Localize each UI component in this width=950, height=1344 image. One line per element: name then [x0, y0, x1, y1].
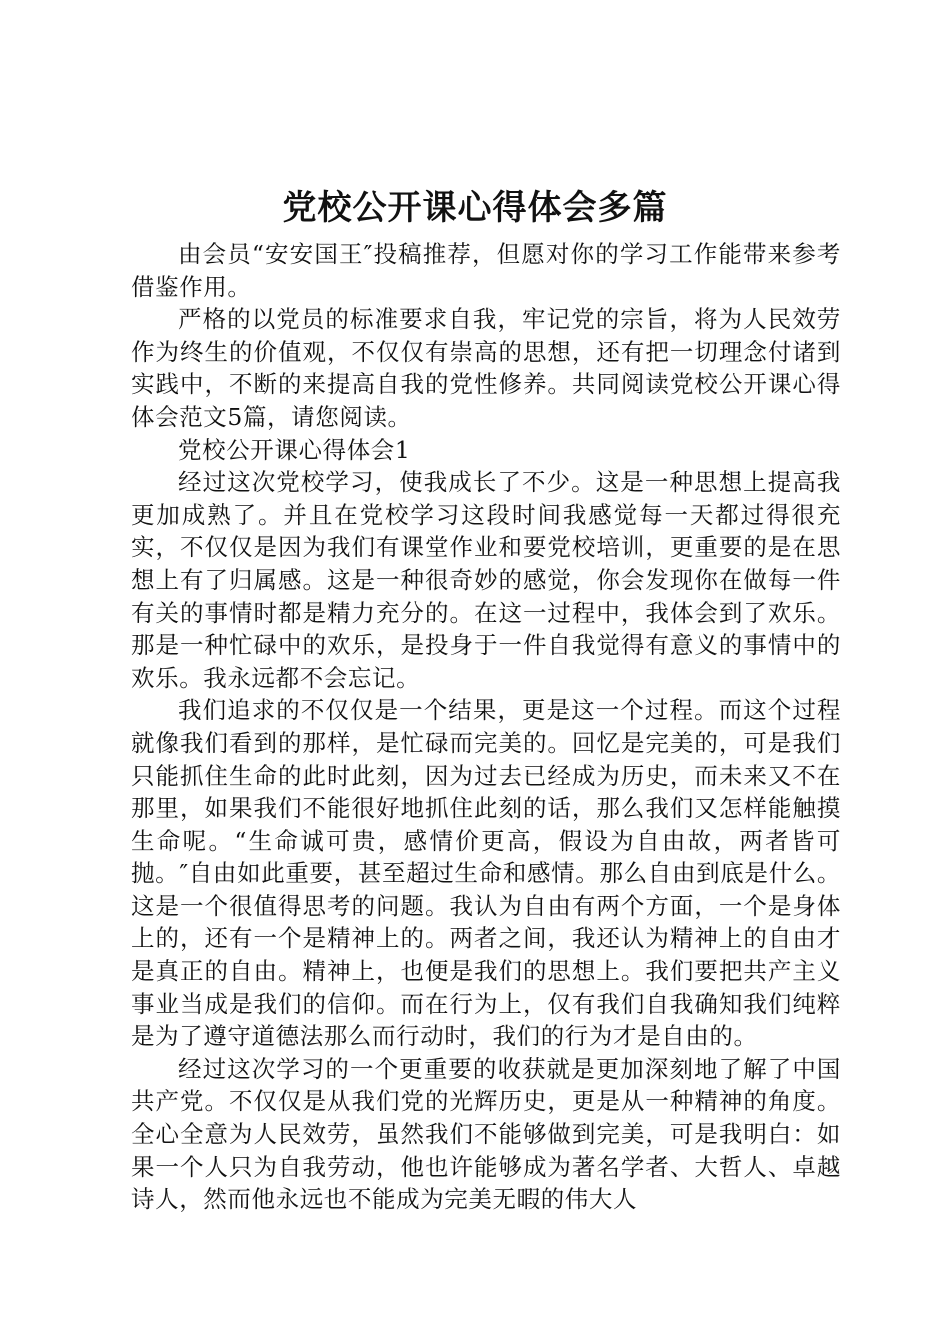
paragraph-intro: 由会员“安安国王″投稿推荐，但愿对你的学习工作能带来参考借鉴作用。 [131, 240, 841, 301]
document-title: 党校公开课心得体会多篇 [282, 188, 668, 228]
paragraph: 我们追求的不仅仅是一个结果，更是这一个过程。而这个过程就像我们看到的那样，是忙碌而完美的。回忆是完美的，可是我们只能抓住生命的此时此刻，因为过去已经成为历史，而未来又不在那里，如果我们不能很好地抓住此刻的话，那么我们又怎样能触摸生命呢。“生命诚可贵，感情价更高，假设为自由故，两者皆可抛。″自由如此重要，甚至超过生命和感情。那么自由到底是什么。这是一个很值得思考的问题。我认为自由有两个方面，一个是身体上的，还有一个是精神上的。两者之间，我还认为精神上的自由才是真正的自由。精神上，也便是我们的思想上。我们要把共产主义事业当成是我们的信仰。而在行为上，仅有我们自我确知我们纯粹是为了遵守道德法那么而行动时，我们的行为才是自由的。 [131, 696, 841, 1051]
paragraph-summary: 严格的以党员的标准要求自我，牢记党的宗旨，将为人民效劳作为终生的价值观，不仅仅有崇高的思想，还有把一切理念付诸到实践中，不断的来提高自我的党性修养。共同阅读党校公开课心得体会范文5篇，请您阅读。 [131, 305, 841, 431]
paragraph: 经过这次学习的一个更重要的收获就是更加深刻地了解了中国共产党。不仅仅是从我们党的光辉历史，更是从一种精神的角度。全心全意为人民效劳，虽然我们不能够做到完美，可是我明白：如果一个人只为自我劳动，他也许能够成为著名学者、大哲人、卓越诗人，然而他永远也不能成为完美无暇的伟大人 [131, 1054, 841, 1214]
paragraph: 经过这次党校学习，使我成长了不少。这是一种思想上提高我更加成熟了。并且在党校学习这段时间我感觉每一天都过得很充实，不仅仅是因为我们有课堂作业和要党校培训，更重要的是在思想上有了归属感。这是一种很奇妙的感觉，你会发现你在做每一件有关的事情时都是精力充分的。在这一过程中，我体会到了欢乐。那是一种忙碌中的欢乐，是投身于一件自我觉得有意义的事情中的欢乐。我永远都不会忘记。 [131, 468, 841, 692]
document-body [131, 238, 841, 1216]
section-heading: 党校公开课心得体会1 [178, 435, 411, 464]
